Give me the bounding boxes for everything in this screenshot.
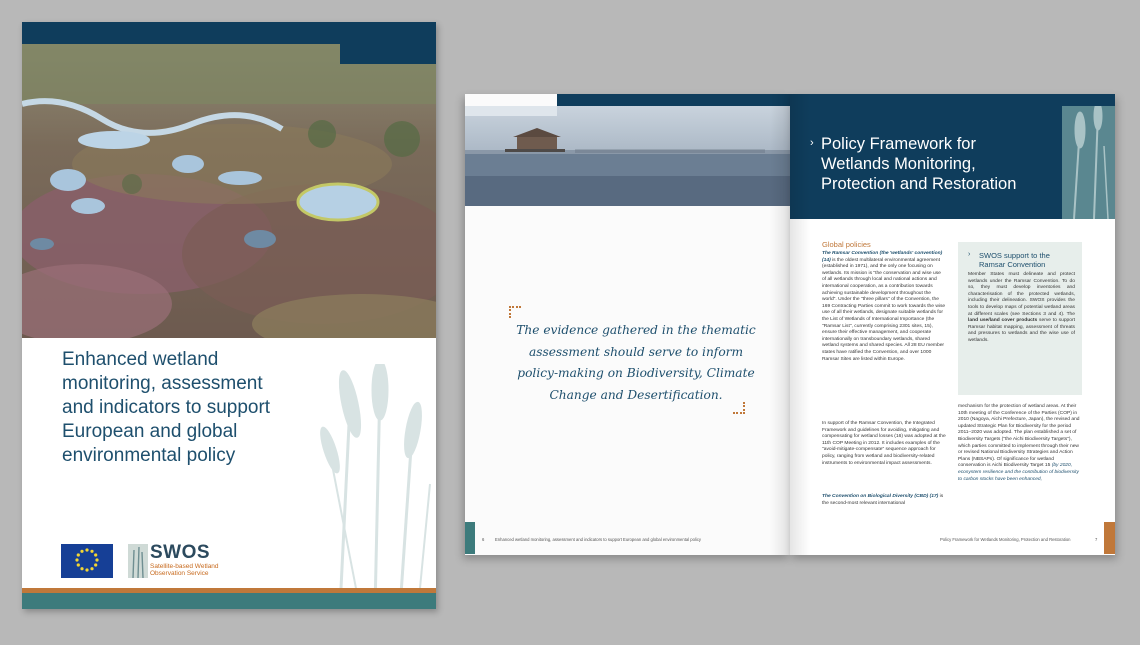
quote-bracket-top <box>509 306 521 318</box>
swos-wordmark <box>150 542 210 564</box>
ramsar-paragraph <box>822 251 946 363</box>
section-heading: Global policies <box>822 240 871 249</box>
cover-title: Enhanced wetland monitoring, assessment and indicators to support European and global environmental policy <box>62 349 271 466</box>
eu-flag-icon <box>61 544 113 578</box>
spread-gutter-shadow <box>770 94 810 555</box>
wetland-aerial-photo <box>22 44 436 338</box>
right-page-footer: Policy Framework for Wetlands Monitoring, Protection and Restoration <box>940 537 1071 542</box>
reeds-illustration <box>320 364 436 609</box>
left-page-accent-strip <box>465 106 557 116</box>
swos-wordmark-text: SWOS <box>150 542 211 563</box>
left-page-number: 6 <box>482 537 485 542</box>
left-page <box>465 94 790 555</box>
section-title: Policy Framework for Wetlands Monitoring, Protection and Restoration <box>821 135 1017 193</box>
ramsar-lead: The Ramsar Convention (the 'wetlands' convention) (14) <box>822 251 943 263</box>
aichi-target-text: (by 2020, ecosystem resilience and the contribution of biodiversity to carbon stocks have been enhanced, <box>958 463 1079 482</box>
right-page-number: 7 <box>1095 537 1098 542</box>
pull-quote: The evidence gathered in the thematic assessment should serve to inform policy-making on Biodiversity, Climate Change and Desertification. <box>516 323 756 402</box>
left-page-top-bar <box>557 94 790 106</box>
cover-top-bar-step <box>340 44 436 64</box>
left-page-footer: Enhanced wetland monitoring, assessment and indicators to support European and global environmental policy <box>495 537 702 542</box>
cbd-lead: The Convention on Biological Diversity (CBD) (17) <box>822 494 939 499</box>
box-arrow-icon: › <box>968 251 971 258</box>
left-footer-block <box>465 522 475 554</box>
right-page <box>790 94 1115 555</box>
swos-tagline: Satellite-based Wetland Observation Service <box>150 563 219 577</box>
title-arrow-icon: › <box>810 137 814 149</box>
right-footer-block <box>1104 522 1115 554</box>
cbd-continuation-paragraph <box>958 404 1082 483</box>
swos-box-text-a: Member States must delineate and protect wetlands under the Ramsar Convention. To do so, they must develop inventories and characterisation of the protected wetlands, including their delineation. SWOS provides the tools to develop maps of potential wetland areas at different scales (see Sections 3 and 4). The <box>968 272 1075 317</box>
swos-box-text-b: serve to support Ramsar habitat mapping, assessment of threats and pressures to wetlands and the wise use of wetlands. <box>968 318 1075 343</box>
ramsar-text: is the oldest multilateral environmental agreement (established in 1971), and the only one focusing on wetlands. Its mission is "the conservation and wise use of all wetlands through local and national actions and international cooperation, as a contribution towards achieving sustainable development throughout the world". Under the "three pillars" of the Convention, the 169 Contracting Parties commit to work towards the wise use of all their wetlands, designate suitable wetlands for the List of Wetlands of International Importance (the "Ramsar List", currently comprising 2301 sites, 15), ensure their effective management, and cooperate internationally on transboundary wetlands, shared wetland systems and shared species. All 28 EU member states have ratified the Convention, and over 1000 Ramsar Sites are listed within Europe. <box>822 257 946 362</box>
quote-bracket-bottom <box>733 402 745 414</box>
brochure-spread <box>465 94 1115 555</box>
cbd-paragraph <box>822 494 946 507</box>
cover-top-bar <box>22 22 436 44</box>
swos-box-text <box>968 272 1075 345</box>
lagoon-photo <box>465 106 790 206</box>
swos-box-title: SWOS support to the Ramsar Convention <box>979 251 1050 269</box>
report-cover <box>22 22 436 609</box>
cbd-text: is the second-most relevant international <box>822 494 944 506</box>
cbd-continuation-text: mechanism for the protection of wetland areas. At their 10th meeting of the Conference of the Parties (COP) in 2010 (Nagoya, Aichi Prefecture, Japan), the revised and updated Strategic Plan for Biodiversity for the period 2011–2020 was adopted. The plan established a set of Biodiversity Targets ("the Aichi Biodiversity Targets"), which parties committed to implement through their new or revised National Biodiversity Strategies and Action Plans (NBSAPs). Of significance for wetland conservation is Aichi Biodiversity Target 15 <box>958 404 1080 469</box>
swos-logo-icon <box>128 544 148 578</box>
integrated-framework-paragraph: In support of the Ramsar Convention, the Integrated Framework and guidelines for avoiding, mitigating and compensating for wetland losses (16) was adopted at the 11th COP Meeting in 2012. It includes examples of the "avoid-mitigate-compensate" sequence approach for policy, ranging from wetland and biodiversity-related instruments to environmental impact assessments. <box>822 421 946 466</box>
swos-logo <box>128 544 238 578</box>
swos-box-text-bold: land use/land cover products <box>968 318 1038 324</box>
cover-bottom-bar <box>22 593 436 609</box>
